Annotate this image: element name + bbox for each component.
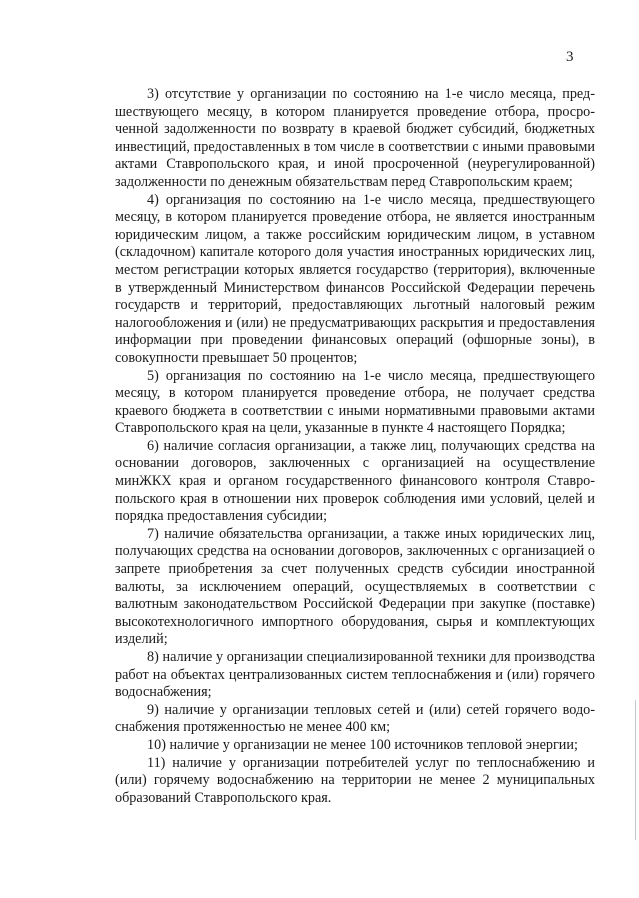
scan-edge-line	[635, 700, 636, 840]
paragraph-item-3: 3) отсутствие у организации по состоянию на 1-е число месяца, предшествующего месяцу, в котором планируется проведение отбора, просроченной задолженности по возврату в краевой бюджет субсидий, бюджетных инвестиций, предоставленных в том числе в соответствии с иными правовыми актами Ставропольского края, и иной просроченной (неурегулированной) задолженности по денежным обязательствам перед Ставропольским краем;	[115, 86, 595, 190]
paragraph-item-7: 7) наличие обязательства организации, а также иных юридических лиц, получающих средства на основании договоров, заключенных с организацией о запрете приобретения за счет полученных средств субсидии иностранной валюты, за исключением операций, осуществляемых в соответствии с валютным законодательством Российской Федерации при закупке (поставке) высокотехнологичного импортного оборудования, сырья и комплектующих изделий;	[115, 525, 595, 648]
paragraph-item-5: 5) организация по состоянию на 1-е число месяца, предшествующего месяцу, в котором планируется проведение отбора, не получает средства краевого бюджета в соответствии с иными нормативными правовыми актами Ставропольского края на цели, указанные в пункте 4 настоящего Порядка;	[115, 367, 595, 437]
paragraph-item-8: 8) наличие у организации специализированной техники для производства работ на объектах централизованных систем теплоснабжения и (или) горячего водоснабжения;	[115, 649, 595, 701]
paragraph-item-9: 9) наличие у организации тепловых сетей и (или) сетей горячего водоснабжения протяженностью не менее 400 км;	[115, 701, 595, 736]
paragraph-item-6: 6) наличие согласия организации, а также лиц, получающих средства на основании договоров, заключенных с организацией на осуществление минЖКХ края и органом государственного финансового контроля Ставропольского края в отношении них проверок соблюдения ими условий, целей и порядка предоставления субсидии;	[115, 437, 595, 525]
paragraph-item-4: 4) организация по состоянию на 1-е число месяца, предшествующего месяцу, в котором планируется проведение отбора, не является иностранным юридическим лицом, а также российским юридическим лицом, в уставном (складочном) капитале которого доля участия иностранных юридических лиц, местом регистрации которых является государство (территория), включенные в утвержденный Министерством финансов Российской Федерации перечень государств и территорий, предоставляющих льготный налоговый режим налогообложения и (или) не предусматривающих раскрытия и предоставления информации при проведении финансовых операций (офшорные зоны), в совокупности превышает 50 процентов;	[115, 191, 595, 366]
paragraph-item-10: 10) наличие у организации не менее 100 источников тепловой энергии;	[147, 736, 578, 753]
document-body	[115, 86, 595, 807]
paragraph-item-11: 11) наличие у организации потребителей услуг по теплоснабжению и (или) горячему водоснабжению на территории не менее 2 муниципальных образований Ставропольского края.	[115, 754, 595, 806]
page-number: 3	[566, 49, 574, 65]
